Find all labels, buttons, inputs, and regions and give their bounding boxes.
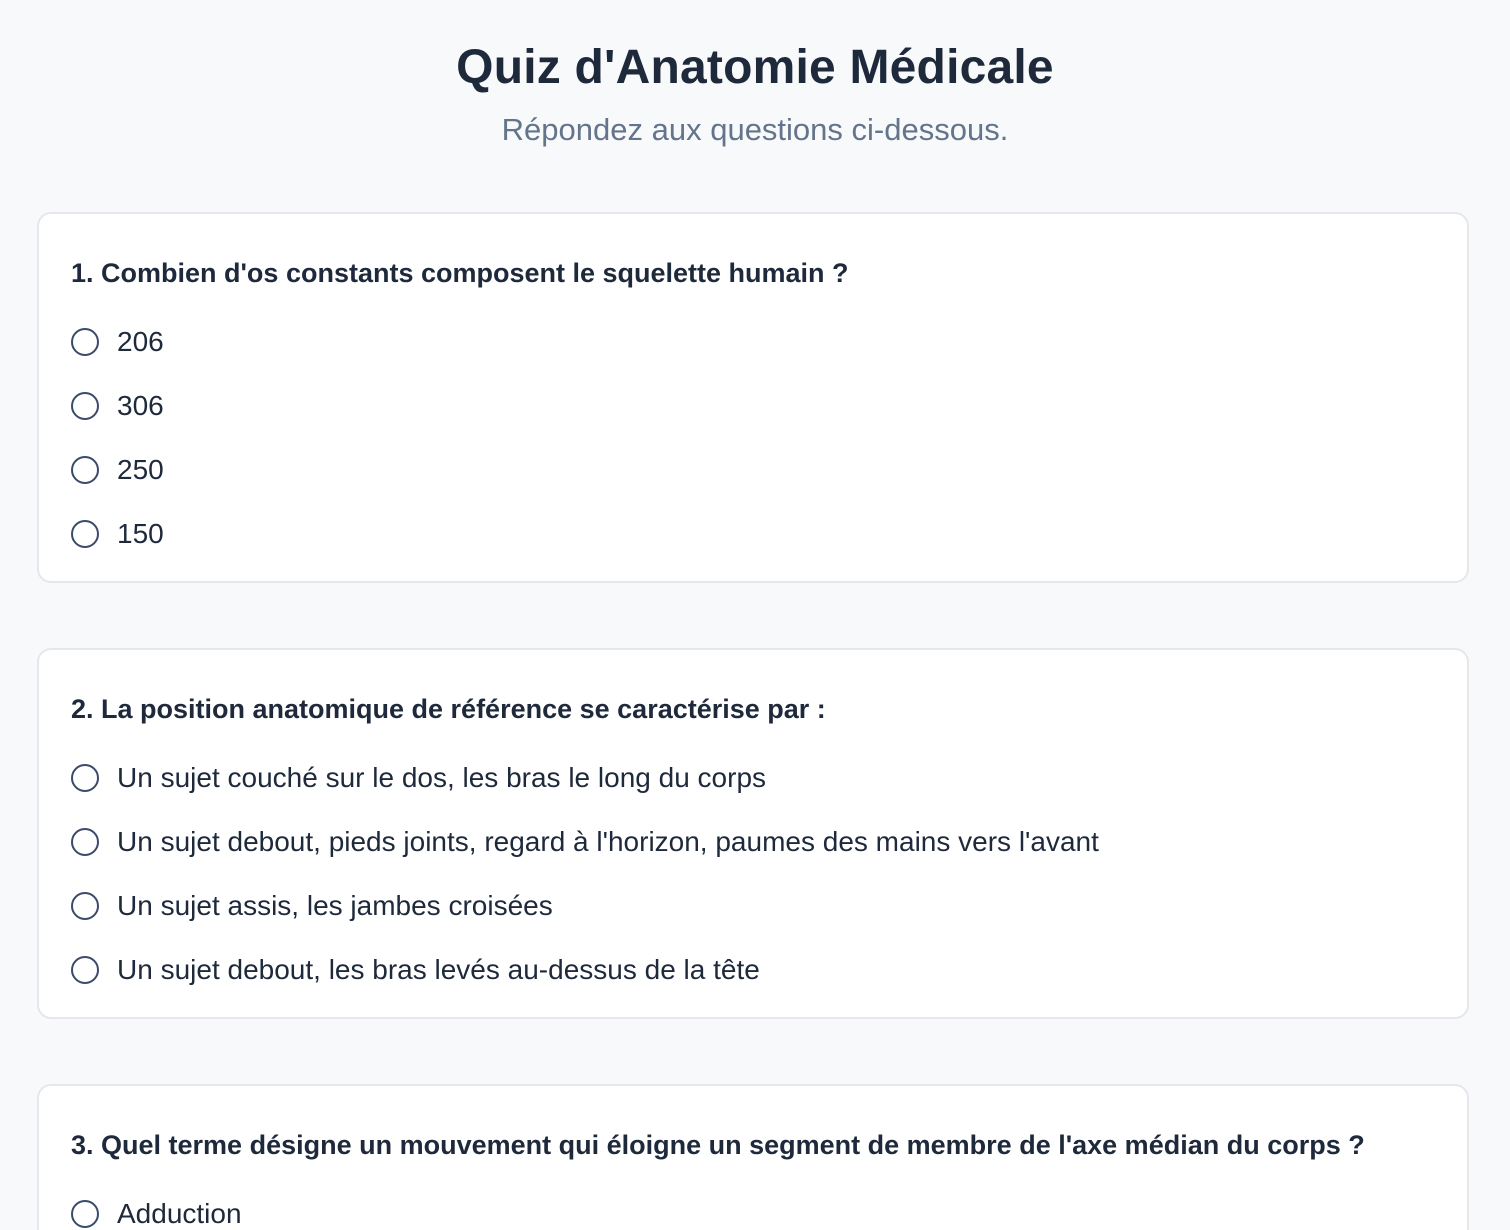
option-label[interactable]: 250 [117, 454, 164, 485]
page-title: Quiz d'Anatomie Médicale [456, 41, 1054, 94]
options-list [71, 1182, 1435, 1230]
radio-button[interactable] [71, 328, 99, 356]
option-item[interactable] [71, 374, 1435, 438]
option-item[interactable] [71, 310, 1435, 374]
page-subtitle: Répondez aux questions ci-dessous. [501, 112, 1009, 147]
question-card-3 [37, 1084, 1469, 1230]
question-text: 2. La position anatomique de référence se caractérise par : [71, 694, 826, 724]
question-text: 1. Combien d'os constants composent le squelette humain ? [71, 258, 849, 288]
question-card-2 [37, 648, 1469, 1019]
radio-button[interactable] [71, 456, 99, 484]
option-item[interactable] [71, 502, 1435, 566]
option-item[interactable] [71, 938, 1435, 1002]
option-label[interactable]: 206 [117, 326, 164, 357]
radio-button[interactable] [71, 764, 99, 792]
radio-button[interactable] [71, 520, 99, 548]
option-item[interactable] [71, 438, 1435, 502]
radio-button[interactable] [71, 892, 99, 920]
radio-button[interactable] [71, 1200, 99, 1228]
option-label[interactable]: 306 [117, 390, 164, 421]
radio-button[interactable] [71, 828, 99, 856]
option-item[interactable] [71, 874, 1435, 938]
option-item[interactable] [71, 810, 1435, 874]
option-item[interactable] [71, 746, 1435, 810]
radio-button[interactable] [71, 392, 99, 420]
quiz-header [0, 0, 1510, 150]
radio-button[interactable] [71, 956, 99, 984]
options-list [71, 310, 1435, 566]
option-label[interactable]: Un sujet debout, pieds joints, regard à l'horizon, paumes des mains vers l'avant [117, 826, 1099, 857]
option-label[interactable]: Un sujet debout, les bras levés au-dessus de la tête [117, 954, 760, 985]
option-label[interactable]: Un sujet assis, les jambes croisées [117, 890, 553, 921]
option-label[interactable]: Un sujet couché sur le dos, les bras le long du corps [117, 762, 767, 793]
question-text: 3. Quel terme désigne un mouvement qui éloigne un segment de membre de l'axe médian du corps ? [71, 1130, 1365, 1160]
options-list [71, 746, 1435, 1002]
option-item[interactable] [71, 1182, 1435, 1230]
option-label[interactable]: 150 [117, 518, 164, 549]
question-card-1 [37, 212, 1469, 583]
option-label[interactable]: Adduction [117, 1198, 242, 1229]
